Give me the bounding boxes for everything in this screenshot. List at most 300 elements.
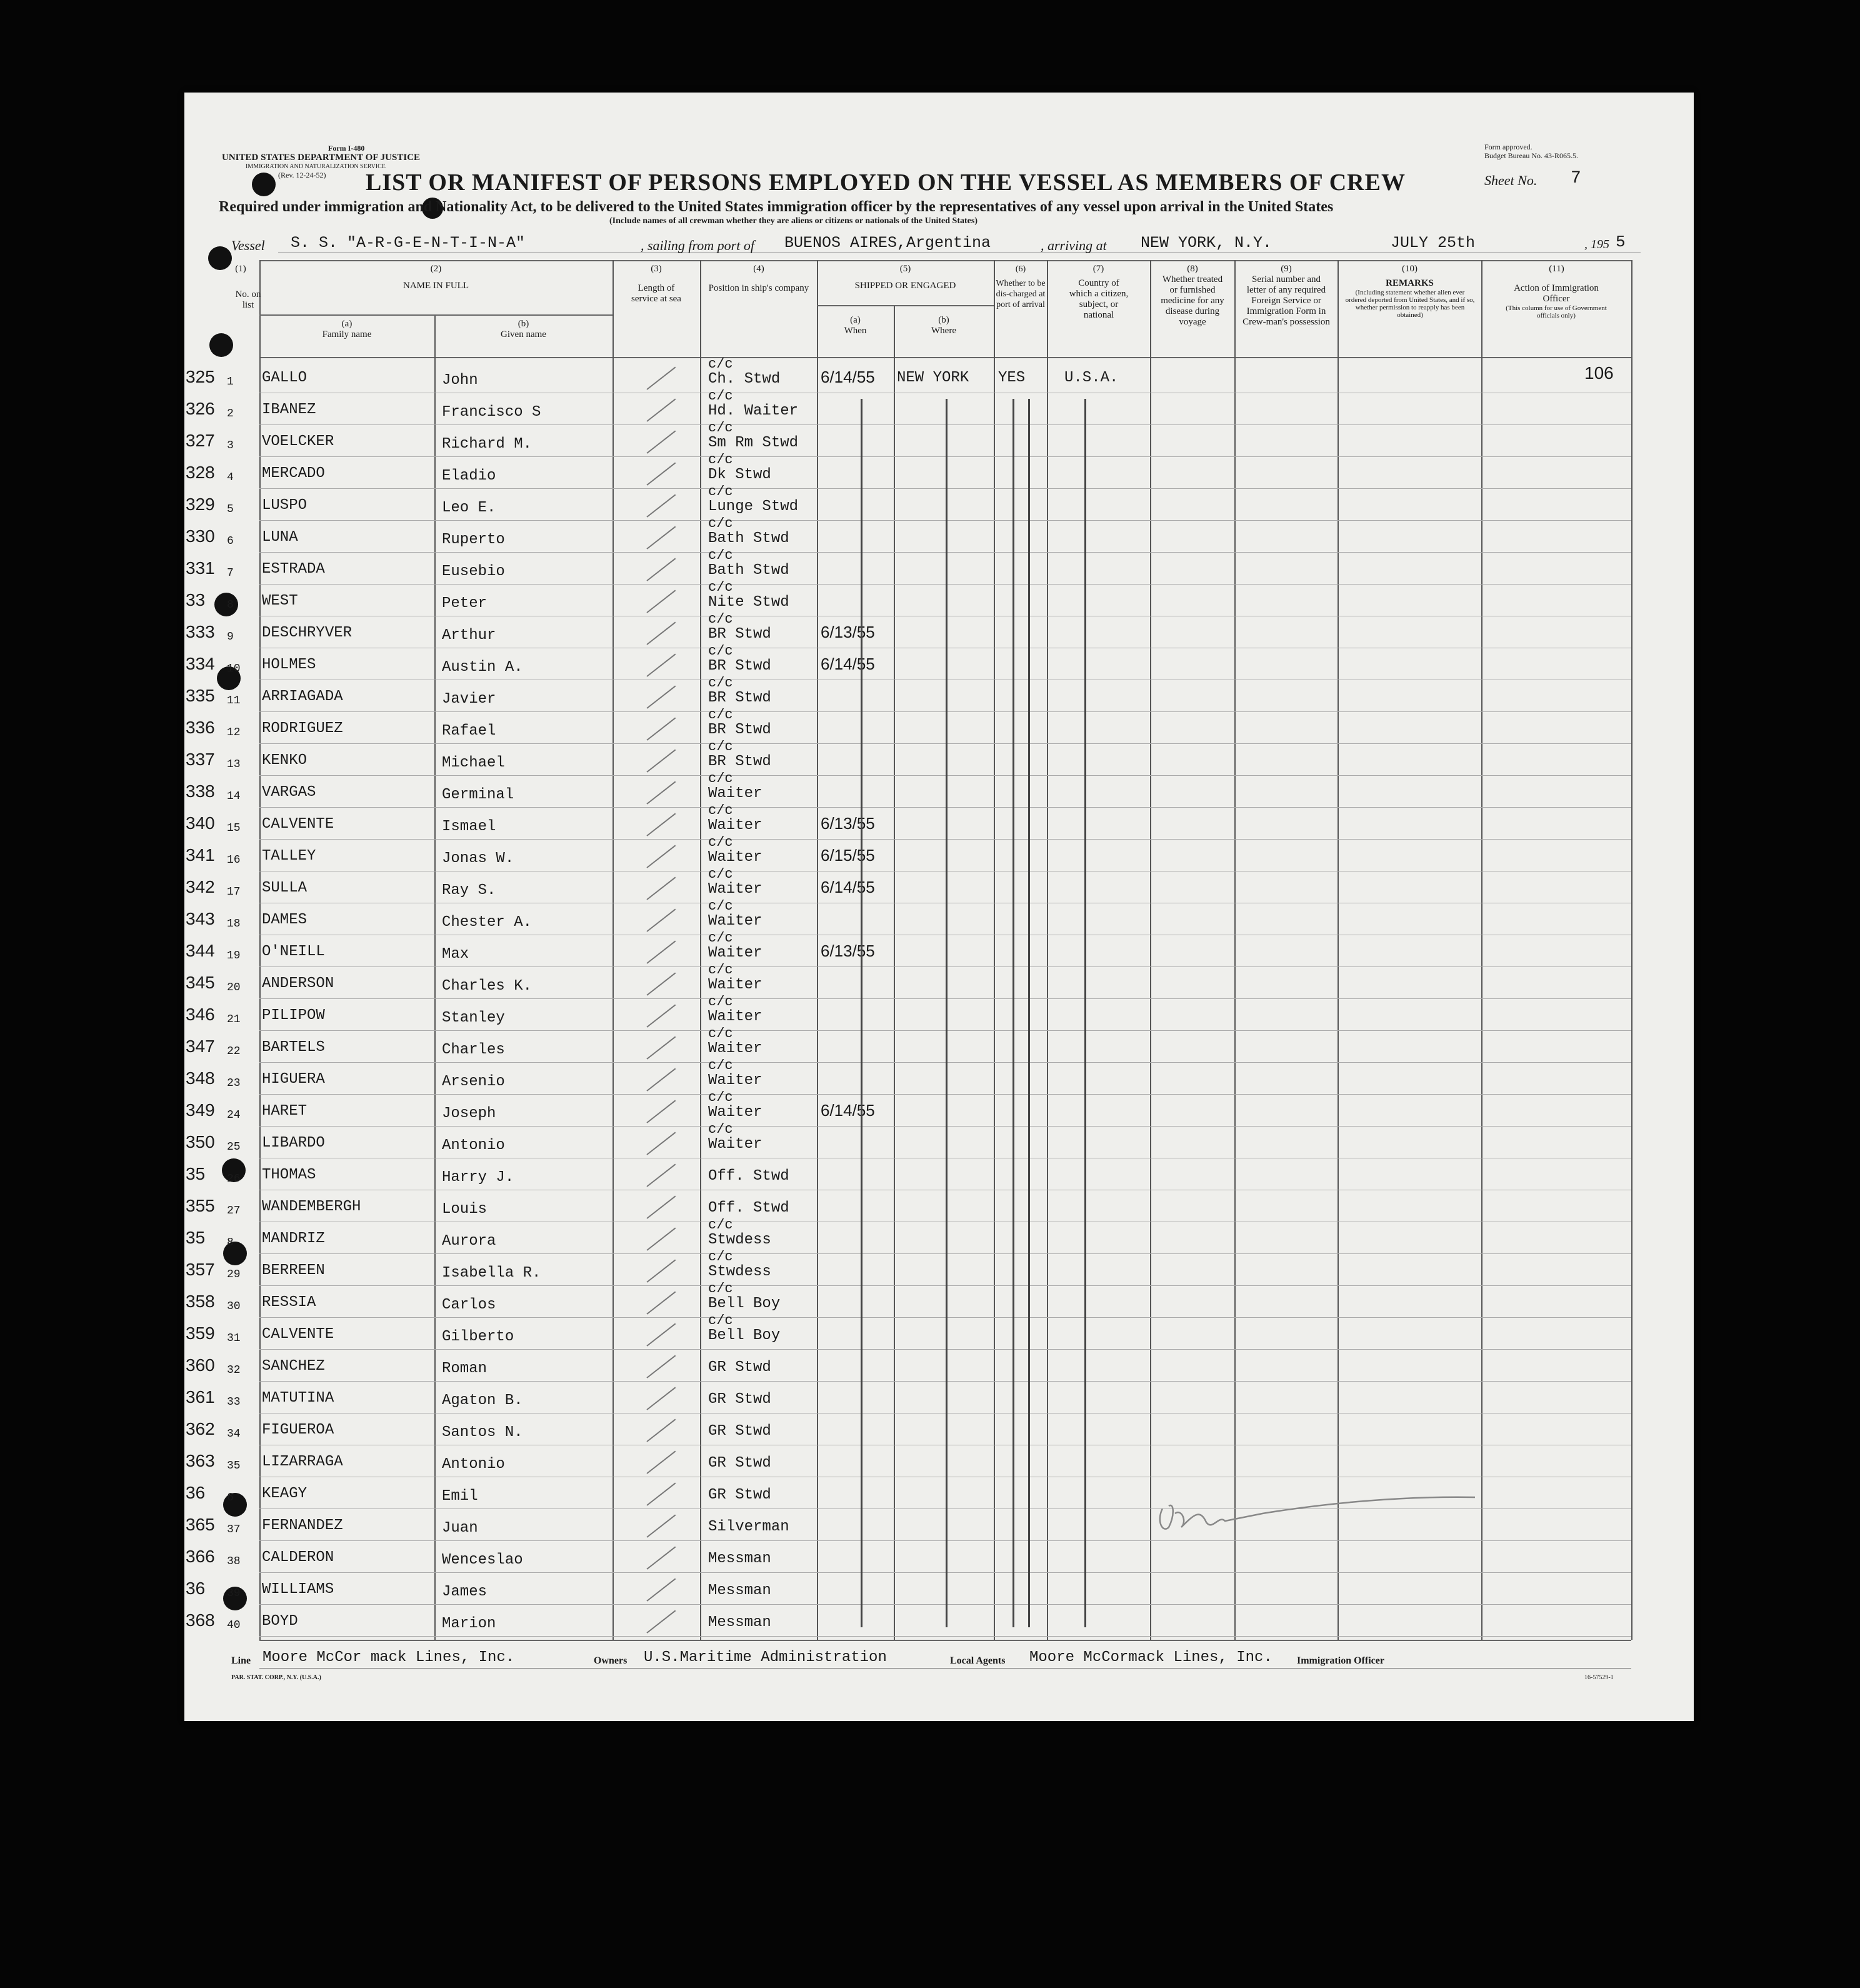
list-number: 17 (227, 886, 241, 898)
handwritten-number: 368 (186, 1610, 215, 1630)
shipped-when: 6/14/55 (821, 878, 875, 896)
position: Dk Stwd (708, 466, 771, 483)
service-checkmark (646, 1483, 676, 1506)
handwritten-number: 36 (186, 1579, 206, 1598)
family-name: MANDRIZ (262, 1230, 325, 1247)
handwritten-number: 36 (186, 1483, 206, 1502)
list-number: 32 (227, 1364, 241, 1377)
position: Waiter (708, 976, 762, 993)
service-checkmark (646, 781, 676, 805)
cc-mark: c/c (708, 930, 733, 946)
family-name: BARTELS (262, 1039, 325, 1056)
handwritten-number: 328 (186, 463, 215, 482)
col-rule (1631, 260, 1632, 1640)
position: Lunge Stwd (708, 498, 799, 515)
service-checkmark (646, 463, 676, 486)
list-number: 31 (227, 1332, 241, 1345)
service-checkmark (646, 622, 676, 645)
list-number: 6 (227, 1492, 234, 1504)
col-position: (4) Position in ship's company (708, 264, 809, 293)
position: Waiter (708, 1040, 762, 1057)
handwritten-number: 345 (186, 973, 215, 992)
budget-bureau: Budget Bureau No. 43-R065.5. (1484, 151, 1578, 160)
shipped-when: 6/15/55 (821, 846, 875, 865)
cc-mark: c/c (708, 516, 733, 531)
position: Off. Stwd (708, 1168, 789, 1185)
vessel-label: Vessel (231, 238, 265, 253)
handwritten-number: 33 (186, 590, 206, 610)
handwritten-number: 346 (186, 1005, 215, 1024)
ditto-line (1028, 399, 1030, 1627)
family-name: SULLA (262, 880, 308, 896)
given-name: Richard M. (442, 436, 532, 453)
document-title: LIST OR MANIFEST OF PERSONS EMPLOYED ON THE VESSEL AS MEMBERS OF CREW (366, 169, 1406, 196)
given-name: Leo E. (442, 500, 496, 516)
handwritten-number: 337 (186, 750, 215, 769)
family-name: HOLMES (262, 656, 316, 673)
position: Waiter (708, 849, 762, 866)
table-header-rule (259, 357, 1631, 358)
given-name: Joseph (442, 1105, 496, 1122)
col-remarks: (10) REMARKS (Including statement whether alien ever ordered deported from United States, and if so, whether permission to reapply has been obtained) (1345, 264, 1475, 319)
position: Hd. Waiter (708, 403, 799, 419)
family-name: ANDERSON (262, 975, 334, 992)
handwritten-number: 358 (186, 1292, 215, 1311)
handwritten-number: 331 (186, 558, 215, 578)
print-code: 16-57529-1 (1584, 1674, 1614, 1681)
position: Waiter (708, 945, 762, 961)
col-rule (994, 260, 995, 1640)
handwritten-number: 335 (186, 686, 215, 705)
family-name: GALLO (262, 369, 308, 386)
col-given-name: (b) Given name (501, 319, 546, 339)
document-subtitle-note: (Include names of all crewman whether they are aliens or citizens or nationals of the United States) (609, 216, 978, 226)
position: Bell Boy (708, 1327, 781, 1344)
arriving-label: , arriving at (1041, 238, 1107, 253)
col-rule (259, 260, 261, 1640)
col-rule (1150, 260, 1151, 1640)
service-name: IMMIGRATION AND NATURALIZATION SERVICE (246, 163, 386, 170)
cc-mark: c/c (708, 1281, 733, 1297)
position: Bell Boy (708, 1295, 781, 1312)
handwritten-number: 340 (186, 813, 215, 833)
col-where: (b) Where (931, 315, 956, 336)
handwritten-number: 343 (186, 909, 215, 928)
handwritten-number: 341 (186, 845, 215, 865)
list-number: 8 (227, 1237, 234, 1249)
family-name: ESTRADA (262, 561, 325, 578)
cc-mark: c/c (708, 994, 733, 1010)
shipped-subheader-rule (817, 305, 994, 306)
col-rule (894, 305, 895, 1640)
family-name: LIBARDO (262, 1135, 325, 1152)
handwritten-number: 344 (186, 941, 215, 960)
position: BR Stwd (708, 721, 771, 738)
year-prefix: , 195 (1584, 238, 1609, 251)
handwritten-number: 365 (186, 1515, 215, 1534)
handwritten-number: 360 (186, 1355, 215, 1375)
sheet-label: Sheet No. (1484, 173, 1538, 188)
service-checkmark (646, 1323, 676, 1347)
handwritten-number: 349 (186, 1100, 215, 1120)
service-checkmark (646, 877, 676, 900)
service-checkmark (646, 1100, 676, 1123)
col-discharged: (6) Whether to be dis-charged at port of arrival (996, 264, 1046, 309)
list-number: 7 (227, 567, 234, 580)
position: Waiter (708, 881, 762, 898)
col-rule (1234, 260, 1236, 1640)
position: Messman (708, 1550, 771, 1567)
service-checkmark (646, 1547, 676, 1570)
col-serial: (9) Serial number and letter of any required Foreign Service or Immigration Form in Crew-man's possession (1242, 264, 1330, 327)
col-rule (1338, 260, 1339, 1640)
list-number: 26 (227, 1173, 241, 1185)
position: Stwdess (708, 1232, 771, 1248)
position: Off. Stwd (708, 1200, 789, 1217)
family-name: VOELCKER (262, 433, 334, 450)
position: Waiter (708, 817, 762, 834)
ditto-line (946, 399, 948, 1627)
cc-mark: c/c (708, 707, 733, 723)
list-number: 12 (227, 726, 241, 739)
family-name: TALLEY (262, 848, 316, 865)
ditto-line (861, 399, 862, 1627)
handwritten-number: 336 (186, 718, 215, 737)
cc-mark: c/c (708, 388, 733, 404)
family-name: HIGUERA (262, 1071, 325, 1088)
position: GR Stwd (708, 1359, 771, 1376)
handwritten-number: 361 (186, 1387, 215, 1407)
given-name: James (442, 1584, 488, 1600)
col-rule (1481, 260, 1482, 1640)
list-number: 21 (227, 1013, 241, 1026)
service-checkmark (646, 1068, 676, 1092)
given-name: Jonas W. (442, 850, 514, 867)
family-name: LUNA (262, 529, 298, 546)
service-checkmark (646, 1515, 676, 1538)
cc-mark: c/c (708, 548, 733, 563)
list-number: 6 (227, 535, 234, 548)
handwritten-number: 363 (186, 1451, 215, 1470)
given-name: Antonio (442, 1456, 505, 1473)
service-checkmark (646, 367, 676, 390)
col-country: (7) Country of which a citizen, subject, or national (1069, 264, 1129, 320)
manifest-sheet (184, 93, 1694, 1721)
handwritten-number: 348 (186, 1068, 215, 1088)
service-checkmark (646, 399, 676, 422)
shipped-where: NEW YORK (897, 369, 969, 386)
handwritten-number: 325 (186, 367, 215, 386)
list-number: 1 (227, 376, 234, 388)
given-name: Ruperto (442, 531, 505, 548)
family-name: VARGAS (262, 784, 316, 801)
list-number: 33 (227, 1396, 241, 1408)
agents-label: Local Agents (950, 1655, 1006, 1666)
position: GR Stwd (708, 1487, 771, 1504)
service-checkmark (646, 686, 676, 709)
list-number: 27 (227, 1205, 241, 1217)
cc-mark: c/c (708, 866, 733, 882)
family-name: DESCHRYVER (262, 625, 352, 641)
given-name: Santos N. (442, 1424, 523, 1441)
position: Waiter (708, 1136, 762, 1153)
ditto-line (1012, 399, 1014, 1627)
discharged: YES (998, 369, 1026, 386)
given-name: Harry J. (442, 1169, 514, 1186)
table-top-rule (259, 260, 1631, 261)
position: GR Stwd (708, 1423, 771, 1440)
given-name: Chester A. (442, 914, 532, 931)
handwritten-number: 357 (186, 1260, 215, 1279)
service-checkmark (646, 1451, 676, 1474)
given-name: Wenceslao (442, 1552, 523, 1569)
service-checkmark (646, 909, 676, 932)
col-name-heading: (2) NAME IN FULL (403, 264, 469, 291)
handwritten-number: 329 (186, 494, 215, 514)
family-name: FERNANDEZ (262, 1517, 343, 1534)
document-subtitle: Required under immigration and Nationality Act, to be delivered to the United States immigration officer by the representatives of any vessel upon arrival in the United States (219, 199, 1334, 215)
position: Waiter (708, 1072, 762, 1089)
family-name: LIZARRAGA (262, 1453, 343, 1470)
given-name: Eladio (442, 468, 496, 484)
handwritten-number: 342 (186, 877, 215, 896)
service-checkmark (646, 813, 676, 836)
cc-mark: c/c (708, 1122, 733, 1137)
cc-mark: c/c (708, 356, 733, 372)
family-name: SANCHEZ (262, 1358, 325, 1375)
handwritten-number: 350 (186, 1132, 215, 1152)
list-number: 38 (227, 1555, 241, 1568)
cc-mark: c/c (708, 452, 733, 468)
sheet-number: 7 (1571, 169, 1581, 188)
given-name: Ray S. (442, 882, 496, 899)
service-checkmark (646, 1610, 676, 1634)
officer-label: Immigration Officer (1297, 1655, 1384, 1666)
cc-mark: c/c (708, 580, 733, 595)
service-checkmark (646, 845, 676, 868)
list-number: 29 (227, 1268, 241, 1281)
given-name: Isabella R. (442, 1265, 541, 1282)
service-checkmark (646, 494, 676, 518)
list-number: 16 (227, 854, 241, 866)
given-name: Gilberto (442, 1328, 514, 1345)
given-name: Charles K. (442, 978, 532, 995)
col-family-name: (a) Family name (322, 319, 372, 339)
col-number: (1) No. on list (235, 264, 261, 310)
given-name: Javier (442, 691, 496, 708)
form-revision: (Rev. 12-24-52) (278, 171, 326, 179)
service-checkmark (646, 1164, 676, 1187)
position: Messman (708, 1614, 771, 1631)
cc-mark: c/c (708, 1313, 733, 1328)
service-checkmark (646, 718, 676, 741)
family-name: THOMAS (262, 1167, 316, 1183)
handwritten-number: 362 (186, 1419, 215, 1438)
given-name: Ismael (442, 818, 496, 835)
list-number: 37 (227, 1524, 241, 1536)
owners-label: Owners (594, 1655, 628, 1666)
handwritten-number: 330 (186, 526, 215, 546)
position: GR Stwd (708, 1391, 771, 1408)
service-checkmark (646, 941, 676, 964)
form-number: Form I-480 (328, 144, 365, 153)
cc-mark: c/c (708, 803, 733, 818)
list-number: 5 (227, 503, 234, 516)
list-number: 19 (227, 950, 241, 962)
family-name: WANDEMBERGH (262, 1198, 361, 1215)
position: Waiter (708, 1008, 762, 1025)
sailing-from: BUENOS AIRES,Argentina (784, 234, 991, 252)
shipped-when: 6/13/55 (821, 623, 875, 641)
given-name: Louis (442, 1201, 488, 1218)
service-checkmark (646, 1037, 676, 1060)
service-checkmark (646, 1196, 676, 1219)
family-name: MATUTINA (262, 1390, 334, 1407)
given-name: Austin A. (442, 659, 523, 676)
arriving-at: NEW YORK, N.Y. (1141, 234, 1272, 252)
col-rule (612, 260, 614, 1640)
cc-mark: c/c (708, 1058, 733, 1073)
family-name: BERREEN (262, 1262, 325, 1279)
list-number: 3 (227, 439, 234, 452)
cc-mark: c/c (708, 611, 733, 627)
shipped-when: 6/13/55 (821, 814, 875, 833)
list-number: 14 (227, 790, 241, 803)
handwritten-number: 355 (186, 1196, 215, 1215)
shipped-when: 6/14/55 (821, 655, 875, 673)
service-checkmark (646, 526, 676, 550)
given-name: Juan (442, 1520, 478, 1537)
given-name: Max (442, 946, 469, 963)
family-name: LUSPO (262, 497, 308, 514)
cc-mark: c/c (708, 1090, 733, 1105)
punch-hole (209, 333, 233, 357)
position: Bath Stwd (708, 562, 789, 579)
cc-mark: c/c (708, 771, 733, 786)
list-number: 18 (227, 918, 241, 930)
list-number: 10 (227, 663, 241, 675)
handwritten-number: 327 (186, 431, 215, 450)
given-name: Eusebio (442, 563, 505, 580)
list-number: 4 (227, 471, 234, 484)
given-name: John (442, 372, 478, 389)
list-number: 34 (227, 1428, 241, 1440)
given-name: Stanley (442, 1010, 505, 1027)
list-number: 11 (227, 695, 241, 707)
footer-rule (259, 1668, 1631, 1669)
position: Sm Rm Stwd (708, 434, 799, 451)
position: BR Stwd (708, 753, 771, 770)
col-action: (11) Action of Immigration Officer (This column for use of Government officials only) (1506, 264, 1607, 319)
given-name: Aurora (442, 1233, 496, 1250)
service-checkmark (646, 1228, 676, 1251)
list-number: 35 (227, 1460, 241, 1472)
position: Ch. Stwd (708, 371, 781, 388)
col-rule (817, 260, 818, 1640)
handwritten-number: 326 (186, 399, 215, 418)
handwritten-number: 35 (186, 1228, 206, 1247)
handwritten-number: 347 (186, 1037, 215, 1056)
service-checkmark (646, 431, 676, 454)
vessel-name: S. S. "A-R-G-E-N-T-I-N-A" (291, 234, 526, 252)
col-medicine: (8) Whether treated or furnished medicine for any disease during voyage (1161, 264, 1224, 327)
service-checkmark (646, 750, 676, 773)
country: U.S.A. (1064, 369, 1119, 386)
given-name: Carlos (442, 1297, 496, 1313)
position: BR Stwd (708, 626, 771, 643)
family-name: MERCADO (262, 465, 325, 482)
service-checkmark (646, 973, 676, 996)
shipped-when: 6/14/55 (821, 368, 875, 386)
service-checkmark (646, 1132, 676, 1155)
family-name: FIGUEROA (262, 1422, 334, 1438)
shipped-when: 6/14/55 (821, 1101, 875, 1120)
family-name: WILLIAMS (262, 1581, 334, 1598)
printer-note: PAR. STAT. CORP., N.Y. (U.S.A.) (231, 1674, 321, 1681)
handwritten-number: 35 (186, 1164, 206, 1183)
agents-value: Moore McCormack Lines, Inc. (1029, 1649, 1272, 1666)
initials-signature (1144, 1483, 1556, 1540)
service-checkmark (646, 1355, 676, 1378)
service-checkmark (646, 590, 676, 613)
service-checkmark (646, 1419, 676, 1442)
family-name: HARET (262, 1103, 308, 1120)
family-name: CALVENTE (262, 816, 334, 833)
position: GR Stwd (708, 1455, 771, 1472)
family-name: BOYD (262, 1613, 298, 1630)
given-name: Charles (442, 1042, 505, 1058)
family-name: ARRIAGADA (262, 688, 343, 705)
cc-mark: c/c (708, 962, 733, 978)
position: Waiter (708, 1104, 762, 1121)
col-shipped: (5) SHIPPED OR ENGAGED (854, 264, 956, 291)
list-number: 24 (227, 1109, 241, 1122)
service-checkmark (646, 1260, 676, 1283)
given-name: Roman (442, 1360, 488, 1377)
family-name: O'NEILL (262, 943, 325, 960)
position: BR Stwd (708, 658, 771, 675)
given-name: Germinal (442, 786, 514, 803)
list-number: 30 (227, 1300, 241, 1313)
handwritten-number: 359 (186, 1323, 215, 1343)
form-approved: Form approved. (1484, 143, 1532, 151)
given-name: Michael (442, 755, 505, 771)
cc-mark: c/c (708, 420, 733, 436)
family-name: DAMES (262, 911, 308, 928)
arrival-date: JULY 25th (1391, 234, 1476, 252)
service-checkmark (646, 1387, 676, 1410)
service-checkmark (646, 1292, 676, 1315)
row-rule (259, 1636, 1631, 1637)
given-name: Marion (442, 1615, 496, 1632)
col-length-service: (3) Length of service at sea (631, 264, 681, 304)
punch-hole (252, 173, 276, 196)
position: Waiter (708, 913, 762, 930)
family-name: KENKO (262, 752, 308, 769)
position: Messman (708, 1582, 771, 1599)
name-subheader-rule (259, 314, 612, 316)
list-number: 22 (227, 1045, 241, 1058)
family-name: CALDERON (262, 1549, 334, 1566)
cc-mark: c/c (708, 1217, 733, 1233)
family-name: RODRIGUEZ (262, 720, 343, 737)
given-name: Peter (442, 595, 488, 612)
cc-mark: c/c (708, 1026, 733, 1042)
given-name: Rafael (442, 723, 496, 740)
position: BR Stwd (708, 690, 771, 706)
cc-mark: c/c (708, 675, 733, 691)
list-number: 40 (227, 1619, 241, 1632)
